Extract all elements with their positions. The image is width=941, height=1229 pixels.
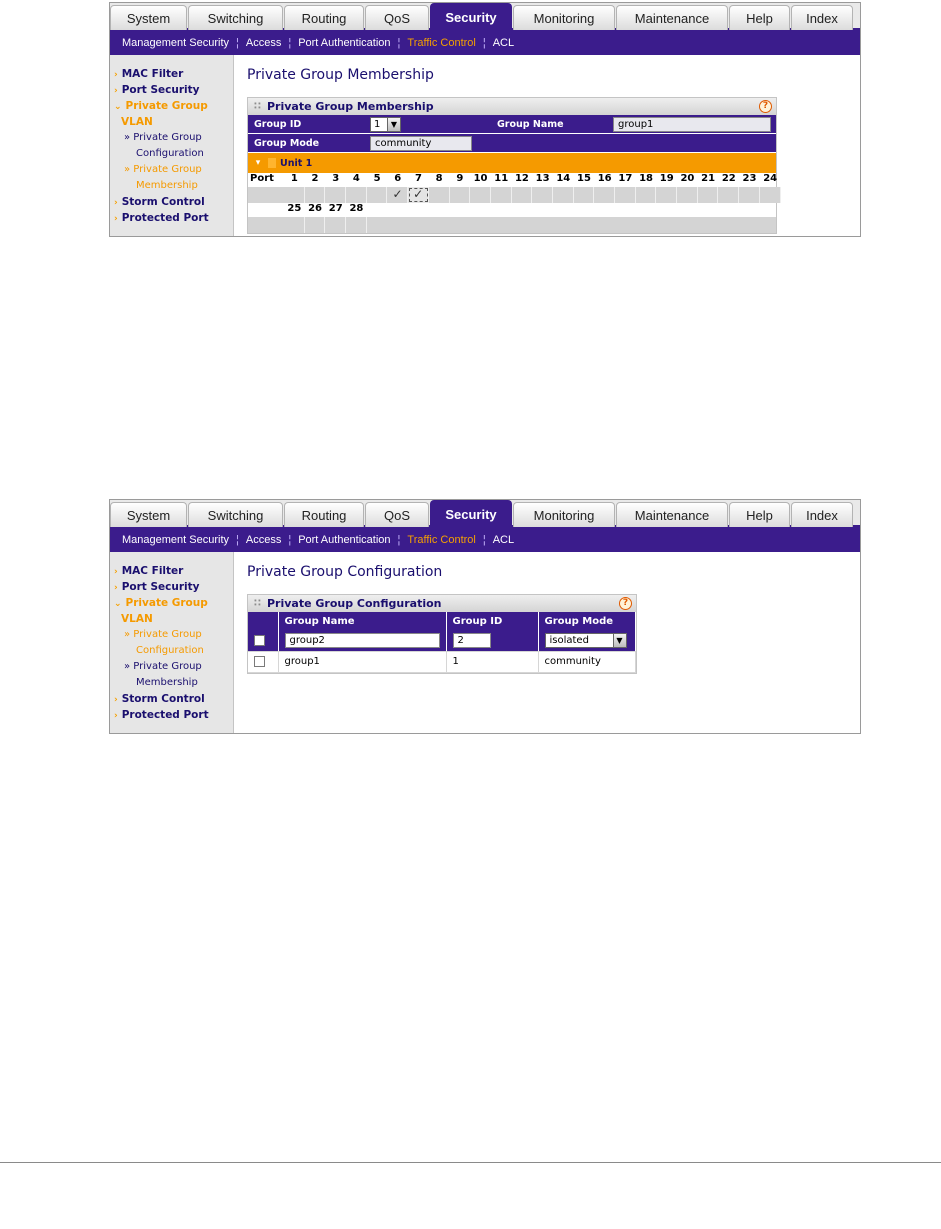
tab-maintenance[interactable]: Maintenance bbox=[616, 502, 728, 527]
group-id-row bbox=[248, 115, 776, 134]
panel-header bbox=[248, 595, 636, 612]
main-tabs bbox=[110, 3, 860, 30]
group-name-label: Group Name bbox=[497, 118, 564, 130]
port-18-checkbox[interactable] bbox=[636, 187, 657, 203]
tab-system[interactable]: System bbox=[110, 5, 187, 30]
group-name-column-header: Group Name bbox=[278, 612, 446, 630]
group-id-input[interactable]: 2 bbox=[453, 633, 491, 648]
port-13-checkbox[interactable] bbox=[532, 187, 553, 203]
new-entry-id-cell bbox=[446, 630, 538, 651]
group-mode-field: community bbox=[370, 136, 472, 151]
subnav-access[interactable]: Access bbox=[245, 533, 282, 546]
panel-title: Private Group Configuration bbox=[266, 597, 442, 610]
sidebar-item-vlan-label[interactable]: VLAN bbox=[121, 613, 153, 625]
port-number: 20 bbox=[680, 173, 695, 184]
subnav-separator: ¦ bbox=[288, 36, 292, 49]
port-checkbox-row bbox=[248, 187, 776, 203]
port-number: 2 bbox=[311, 173, 319, 184]
unit-header[interactable] bbox=[248, 153, 776, 173]
group-id-label: Group ID bbox=[254, 118, 302, 130]
port-number: 5 bbox=[373, 173, 381, 184]
sidebar-item-label: MAC Filter bbox=[121, 68, 184, 80]
port-20-checkbox[interactable] bbox=[677, 187, 698, 203]
port-checkbox-row-2 bbox=[248, 217, 776, 233]
unit-box-icon bbox=[268, 158, 276, 168]
table-header-row bbox=[248, 612, 636, 630]
sidebar-item-mac-filter[interactable] bbox=[114, 565, 233, 581]
sidebar-item-label: Private Group bbox=[125, 597, 208, 609]
arrow-icon: › bbox=[114, 198, 118, 208]
port-number: 17 bbox=[618, 173, 633, 184]
membership-screenshot bbox=[109, 2, 861, 237]
port-number: 22 bbox=[721, 173, 736, 184]
membership-panel bbox=[247, 97, 777, 234]
port-19-checkbox[interactable] bbox=[656, 187, 677, 203]
sidebar-item-protected-port[interactable] bbox=[114, 709, 233, 725]
subnav-acl[interactable]: ACL bbox=[492, 36, 515, 49]
sidebar-item-storm-control[interactable] bbox=[114, 196, 233, 212]
tab-help[interactable]: Help bbox=[729, 5, 790, 30]
sidebar-item-pg-membership[interactable]: » Private Group bbox=[124, 661, 202, 672]
port-number: 9 bbox=[456, 173, 464, 184]
tab-switching[interactable]: Switching bbox=[188, 502, 283, 527]
table-row bbox=[248, 651, 636, 672]
tab-routing[interactable]: Routing bbox=[284, 502, 364, 527]
page-title: Private Group Membership bbox=[247, 67, 434, 83]
port-number: 12 bbox=[514, 173, 529, 184]
subnav-acl[interactable]: ACL bbox=[492, 533, 515, 546]
tab-switching[interactable]: Switching bbox=[188, 5, 283, 30]
port-number: 18 bbox=[639, 173, 653, 184]
group-id-value: 1 bbox=[374, 118, 381, 130]
subnav-port-authentication[interactable]: Port Authentication bbox=[298, 533, 391, 546]
tab-monitoring[interactable]: Monitoring bbox=[513, 5, 615, 30]
subnav-access[interactable]: Access bbox=[245, 36, 282, 49]
main-tabs bbox=[110, 500, 860, 527]
subnav-separator: ¦ bbox=[236, 36, 239, 49]
grip-icon: ∷ bbox=[254, 101, 261, 112]
port-9-checkbox[interactable] bbox=[450, 187, 471, 203]
sidebar-item-pg-configuration-cont[interactable]: Configuration bbox=[136, 645, 204, 656]
expanded-icon: ⌄ bbox=[114, 102, 122, 112]
private-group-table bbox=[248, 612, 636, 673]
sub-navigation bbox=[110, 30, 860, 55]
sidebar-item-pg-configuration[interactable]: » Private Group bbox=[124, 132, 202, 143]
port-number: 23 bbox=[742, 173, 757, 184]
tab-qos[interactable]: QoS bbox=[365, 5, 429, 30]
port-number: 3 bbox=[332, 173, 340, 184]
tab-index[interactable]: Index bbox=[791, 502, 853, 527]
dropdown-icon[interactable]: ▼ bbox=[387, 118, 400, 131]
configuration-panel bbox=[247, 594, 637, 674]
sidebar-item-label: Storm Control bbox=[121, 196, 205, 208]
port-17-checkbox[interactable] bbox=[615, 187, 636, 203]
arrow-icon: › bbox=[114, 711, 118, 721]
port-6-checkbox[interactable] bbox=[387, 187, 408, 203]
new-entry-mode-cell bbox=[538, 630, 636, 651]
new-entry-checkbox[interactable] bbox=[254, 635, 265, 646]
panel-title: Private Group Membership bbox=[266, 100, 434, 113]
subnav-separator: ¦ bbox=[288, 533, 292, 546]
port-number: 7 bbox=[414, 173, 422, 184]
sidebar-item-label: Port Security bbox=[121, 581, 200, 593]
port-21-checkbox[interactable] bbox=[698, 187, 719, 203]
group-mode-row bbox=[248, 134, 776, 153]
port-row-spacer bbox=[248, 187, 284, 203]
port-number: 21 bbox=[701, 173, 716, 184]
sidebar bbox=[110, 552, 234, 733]
port-number: 16 bbox=[597, 173, 612, 184]
port-number: 26 bbox=[308, 203, 322, 214]
port-8-checkbox[interactable] bbox=[429, 187, 450, 203]
port-number: 4 bbox=[352, 173, 360, 184]
expanded-icon: ⌄ bbox=[114, 599, 122, 609]
panel-header bbox=[248, 98, 776, 115]
subnav-separator: ¦ bbox=[482, 533, 486, 546]
sidebar-item-label: Protected Port bbox=[121, 212, 209, 224]
port-25-checkbox[interactable] bbox=[284, 217, 305, 233]
group-id-column-header: Group ID bbox=[446, 612, 538, 630]
tab-security[interactable]: Security bbox=[430, 500, 512, 527]
group-mode-selected: isolated bbox=[549, 634, 589, 646]
arrow-icon: › bbox=[114, 214, 118, 224]
port-number: 8 bbox=[435, 173, 443, 184]
port-number: 11 bbox=[494, 173, 509, 184]
new-entry-name-cell bbox=[278, 630, 446, 651]
page-footer-rule bbox=[0, 1162, 941, 1163]
port-27-checkbox[interactable] bbox=[325, 217, 346, 233]
subnav-separator: ¦ bbox=[482, 36, 486, 49]
port-number: 1 bbox=[290, 173, 298, 184]
help-icon[interactable]: ? bbox=[759, 100, 772, 113]
new-entry-select-cell bbox=[248, 630, 278, 651]
sidebar-item-storm-control[interactable] bbox=[114, 693, 233, 709]
select-column-header bbox=[248, 612, 278, 630]
sidebar-item-pg-membership-cont[interactable]: Membership bbox=[136, 677, 198, 688]
port-16-checkbox[interactable] bbox=[594, 187, 615, 203]
sidebar-item-label: MAC Filter bbox=[121, 565, 184, 577]
port-7-checkbox[interactable] bbox=[408, 187, 429, 203]
sidebar-item-vlan-label[interactable]: VLAN bbox=[121, 116, 153, 128]
subnav-separator: ¦ bbox=[236, 533, 239, 546]
dropdown-icon[interactable]: ▼ bbox=[613, 634, 626, 647]
arrow-icon: › bbox=[114, 583, 118, 593]
sidebar-item-pg-configuration-cont[interactable]: Configuration bbox=[136, 148, 204, 159]
subnav-port-authentication[interactable]: Port Authentication bbox=[298, 36, 391, 49]
row-group-name: group1 bbox=[278, 651, 446, 672]
port-number: 14 bbox=[556, 173, 571, 184]
arrow-icon: › bbox=[114, 695, 118, 705]
port-1-checkbox[interactable] bbox=[284, 187, 305, 203]
row-select-cell bbox=[248, 651, 278, 672]
port-number-row-2 bbox=[248, 203, 776, 217]
sidebar-item-label: Port Security bbox=[121, 84, 200, 96]
port-5-checkbox[interactable] bbox=[367, 187, 388, 203]
subnav-traffic-control[interactable]: Traffic Control bbox=[407, 36, 476, 49]
grip-icon: ∷ bbox=[254, 598, 261, 609]
sidebar-item-label: Storm Control bbox=[121, 693, 205, 705]
port-15-checkbox[interactable] bbox=[574, 187, 595, 203]
configuration-screenshot bbox=[109, 499, 861, 734]
tab-maintenance[interactable]: Maintenance bbox=[616, 5, 728, 30]
port-12-checkbox[interactable] bbox=[512, 187, 533, 203]
sidebar-item-label: Protected Port bbox=[121, 709, 209, 721]
port-number: 10 bbox=[473, 173, 488, 184]
tab-routing[interactable]: Routing bbox=[284, 5, 364, 30]
arrow-icon: › bbox=[114, 70, 118, 80]
sidebar-item-pg-membership[interactable]: » Private Group bbox=[124, 164, 202, 175]
port-number: 27 bbox=[328, 203, 343, 214]
help-icon[interactable]: ? bbox=[619, 597, 632, 610]
tab-security[interactable]: Security bbox=[430, 3, 512, 30]
sidebar-item-private-group-vlan[interactable] bbox=[114, 100, 233, 116]
group-mode-column-header: Group Mode bbox=[538, 612, 636, 630]
sub-navigation bbox=[110, 527, 860, 552]
port-number: 25 bbox=[287, 203, 302, 214]
group-name-input[interactable]: group2 bbox=[285, 633, 440, 648]
arrow-icon: › bbox=[114, 86, 118, 96]
subnav-management-security[interactable]: Management Security bbox=[122, 533, 229, 546]
port-row-spacer bbox=[248, 217, 284, 233]
port-10-checkbox[interactable] bbox=[470, 187, 491, 203]
port-row-spacer bbox=[248, 203, 284, 217]
sidebar-item-mac-filter[interactable] bbox=[114, 68, 233, 84]
port-11-checkbox[interactable] bbox=[491, 187, 512, 203]
port-number: 19 bbox=[659, 173, 674, 184]
tab-help[interactable]: Help bbox=[729, 502, 790, 527]
new-entry-row bbox=[248, 630, 636, 651]
tab-qos[interactable]: QoS bbox=[365, 502, 429, 527]
port-28-checkbox[interactable] bbox=[346, 217, 367, 233]
unit-label: Unit 1 bbox=[280, 157, 313, 169]
subnav-separator: ¦ bbox=[397, 533, 401, 546]
collapse-icon[interactable]: ▾ bbox=[255, 158, 261, 168]
port-26-checkbox[interactable] bbox=[305, 217, 326, 233]
sidebar-item-label: Private Group bbox=[125, 100, 208, 112]
tab-index[interactable]: Index bbox=[791, 5, 853, 30]
port-4-checkbox[interactable] bbox=[346, 187, 367, 203]
port-2-checkbox[interactable] bbox=[305, 187, 326, 203]
tab-monitoring[interactable]: Monitoring bbox=[513, 502, 615, 527]
arrow-icon: › bbox=[114, 567, 118, 577]
sidebar-item-protected-port[interactable] bbox=[114, 212, 233, 228]
port-number: 24 bbox=[763, 173, 778, 184]
subnav-traffic-control[interactable]: Traffic Control bbox=[407, 533, 476, 546]
tab-system[interactable]: System bbox=[110, 502, 187, 527]
port-number-row bbox=[248, 173, 776, 187]
sidebar-item-pg-configuration[interactable]: » Private Group bbox=[124, 629, 202, 640]
sidebar-item-port-security[interactable] bbox=[114, 581, 233, 597]
sidebar-item-pg-membership-cont[interactable]: Membership bbox=[136, 180, 198, 191]
port-number: 28 bbox=[349, 203, 364, 214]
group-name-field[interactable]: group1 bbox=[613, 117, 771, 132]
group-id-select[interactable] bbox=[370, 117, 401, 132]
group-mode-select[interactable] bbox=[545, 633, 627, 648]
sidebar-item-private-group-vlan[interactable] bbox=[114, 597, 233, 613]
page-title: Private Group Configuration bbox=[247, 564, 443, 580]
group-mode-label: Group Mode bbox=[254, 137, 320, 149]
row-group-mode: community bbox=[538, 651, 636, 672]
port-14-checkbox[interactable] bbox=[553, 187, 574, 203]
sidebar-item-port-security[interactable] bbox=[114, 84, 233, 100]
port-23-checkbox[interactable] bbox=[739, 187, 760, 203]
sidebar bbox=[110, 55, 234, 236]
port-3-checkbox[interactable] bbox=[325, 187, 346, 203]
subnav-management-security[interactable]: Management Security bbox=[122, 36, 229, 49]
port-24-checkbox[interactable] bbox=[760, 187, 781, 203]
row-group-id: 1 bbox=[446, 651, 538, 672]
port-number: 13 bbox=[535, 173, 550, 184]
subnav-separator: ¦ bbox=[397, 36, 401, 49]
port-number: 6 bbox=[394, 173, 402, 184]
row-checkbox[interactable] bbox=[254, 656, 265, 667]
port-22-checkbox[interactable] bbox=[718, 187, 739, 203]
port-number: 15 bbox=[577, 173, 591, 184]
port-label: Port bbox=[250, 173, 274, 184]
